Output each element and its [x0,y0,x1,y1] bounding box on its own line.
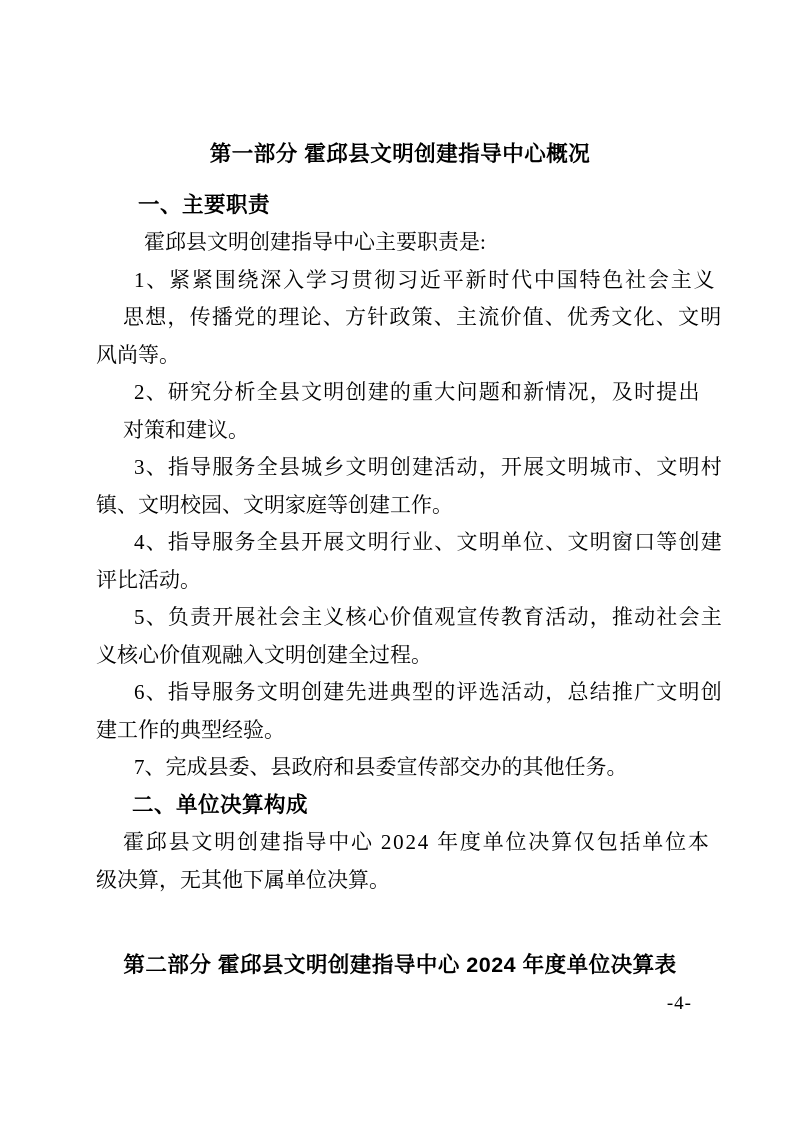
part1-title: 第一部分 霍邱县文明创建指导中心概况 [209,142,591,166]
duty5-line1: 5、负责开展社会主义核心价值观宣传教育活动，推动社会主 [134,605,723,629]
duty1-line3: 风尚等。 [96,342,180,367]
duty4-line1: 4、指导服务全县开展文明行业、文明单位、文明窗口等创建 [134,530,723,554]
duty2-line2: 对策和建议。 [123,417,249,442]
page-number: -4- [666,992,692,1014]
section2-line1: 霍邱县文明创建指导中心 2024 年度单位决算仅包括单位本 [123,830,711,854]
page-content [96,136,723,1022]
duty7-line1: 7、完成县委、县政府和县委宣传部交办的其他任务。 [134,755,628,779]
section1-heading: 一、主要职责 [138,192,271,217]
section2-line2: 级决算，无其他下属单位决算。 [96,867,390,892]
section2-heading: 二、单位决算构成 [132,792,309,817]
section1-intro-line: 霍邱县文明创建指导中心主要职责是: [144,230,486,254]
duty4-line2: 评比活动。 [96,567,201,592]
duty6-line1: 6、指导服务文明创建先进典型的评选活动，总结推广文明创 [134,680,723,704]
duty1-line1: 1、紧紧围绕深入学习贯彻习近平新时代中国特色社会主义 [134,267,717,292]
duty6-line2: 建工作的典型经验。 [96,717,285,742]
duty3-line1: 3、指导服务全县城乡文明创建活动，开展文明城市、文明村 [134,455,723,479]
duty5-line2: 义核心价值观融入文明创建全过程。 [96,642,432,667]
duty2-line1: 2、研究分析全县文明创建的重大问题和新情况，及时提出 [134,380,701,404]
duty3-line2: 镇、文明校园、文明家庭等创建工作。 [96,492,453,517]
part2-title: 第二部分 霍邱县文明创建指导中心 2024 年度单位决算表 [123,953,677,977]
duty1-line2: 思想，传播党的理论、方针政策、主流价值、优秀文化、文明 [123,305,723,329]
